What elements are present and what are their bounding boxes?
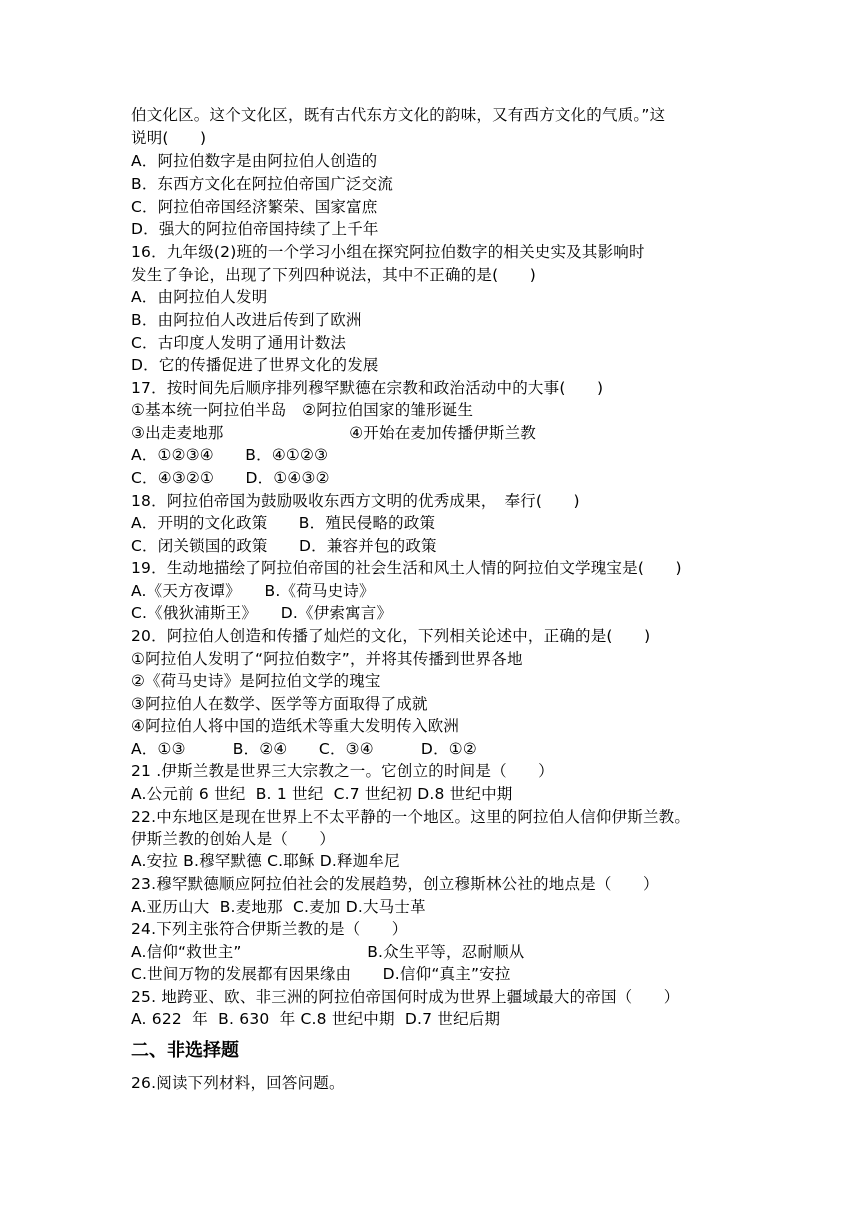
text-line: 伯文化区。这个文化区，既有古代东方文化的韵味，又有西方文化的气质。”这 (131, 106, 666, 124)
option-line: A.安拉 B.穆罕默德 C.耶稣 D.释迦牟尼 (131, 852, 400, 870)
question-23: 23.穆罕默德顺应阿拉伯社会的发展趋势，创立穆斯林公社的地点是（ ） (131, 875, 659, 893)
option-line: A．由阿拉伯人发明 (131, 288, 268, 306)
question-26: 26.阅读下列材料，回答问题。 (131, 1074, 345, 1092)
option-line: B．由阿拉伯人改进后传到了欧洲 (131, 311, 362, 329)
question-21: 21 .伊斯兰教是世界三大宗教之一。它创立的时间是（ ） (131, 762, 554, 780)
text-line: ①基本统一阿拉伯半岛 ②阿拉伯国家的雏形诞生 (131, 401, 474, 419)
text-line: ②《荷马史诗》是阿拉伯文学的瑰宝 (131, 672, 381, 690)
text-line: ③阿拉伯人在数学、医学等方面取得了成就 (131, 695, 428, 713)
question-20: 20．阿拉伯人创造和传播了灿烂的文化，下列相关论述中，正确的是( ) (131, 627, 651, 645)
option-line: A.《天方夜谭》 B.《荷马史诗》 (131, 582, 375, 600)
question-18: 18．阿拉伯帝国为鼓励吸收东西方文明的优秀成果， 奉行( ) (131, 492, 580, 510)
option-line: C．闭关锁国的政策 D．兼容并包的政策 (131, 537, 437, 555)
option-line: A.亚历山大 B.麦地那 C.麦加 D.大马士革 (131, 898, 426, 916)
question-16: 16．九年级(2)班的一个学习小组在探究阿拉伯数字的相关史实及其影响时 (131, 243, 645, 261)
option-line: C.世间万物的发展都有因果缘由 D.信仰“真主”安拉 (131, 965, 511, 983)
question-17: 17．按时间先后顺序排列穆罕默德在宗教和政治活动中的大事( ) (131, 379, 604, 397)
option-line: C．④③②① D．①④③② (131, 469, 330, 487)
question-19: 19．生动地描绘了阿拉伯帝国的社会生活和风土人情的阿拉伯文学瑰宝是( ) (131, 559, 682, 577)
text-line: ③出走麦地那 ④开始在麦加传播伊斯兰教 (131, 424, 536, 442)
option-line: A. 622 年 B. 630 年 C.8 世纪中期 D.7 世纪后期 (131, 1010, 501, 1028)
section-title: 二、非选择题 (131, 1040, 239, 1061)
option-line: A．①②③④ B．④①②③ (131, 446, 329, 464)
text-line: 伊斯兰教的创始人是（ ） (131, 830, 336, 848)
option-line: C.《俄狄浦斯王》 D.《伊索寓言》 (131, 604, 393, 622)
question-22: 22.中东地区是现在世界上不太平静的一个地区。这里的阿拉伯人信仰伊斯兰教。 (131, 808, 691, 826)
question-25: 25. 地跨亚、欧、非三洲的阿拉伯帝国何时成为世界上疆域最大的帝国（ ） (131, 988, 680, 1006)
option-line: C．阿拉伯帝国经济繁荣、国家富庶 (131, 198, 378, 216)
text-line: 发生了争论，出现了下列四种说法，其中不正确的是( ) (131, 266, 536, 284)
option-line: D．强大的阿拉伯帝国持续了上千年 (131, 220, 379, 238)
option-line: A.信仰“救世主” B.众生平等，忍耐顺从 (131, 943, 525, 961)
question-24: 24.下列主张符合伊斯兰教的是（ ） (131, 920, 408, 938)
option-line: A．开明的文化政策 B．殖民侵略的政策 (131, 514, 436, 532)
option-line: C．古印度人发明了通用计数法 (131, 334, 347, 352)
option-line: A.公元前 6 世纪 B. 1 世纪 C.7 世纪初 D.8 世纪中期 (131, 785, 513, 803)
option-line: B．东西方文化在阿拉伯帝国广泛交流 (131, 175, 394, 193)
option-line: A．阿拉伯数字是由阿拉伯人创造的 (131, 152, 378, 170)
text-line: ①阿拉伯人发明了“阿拉伯数字”，并将其传播到世界各地 (131, 650, 523, 668)
text-line: ④阿拉伯人将中国的造纸术等重大发明传入欧洲 (131, 717, 460, 735)
option-line: D．它的传播促进了世界文化的发展 (131, 356, 379, 374)
text-line: 说明( ) (131, 129, 207, 147)
option-line: A．①③ B．②④ C．③④ D．①② (131, 740, 477, 758)
